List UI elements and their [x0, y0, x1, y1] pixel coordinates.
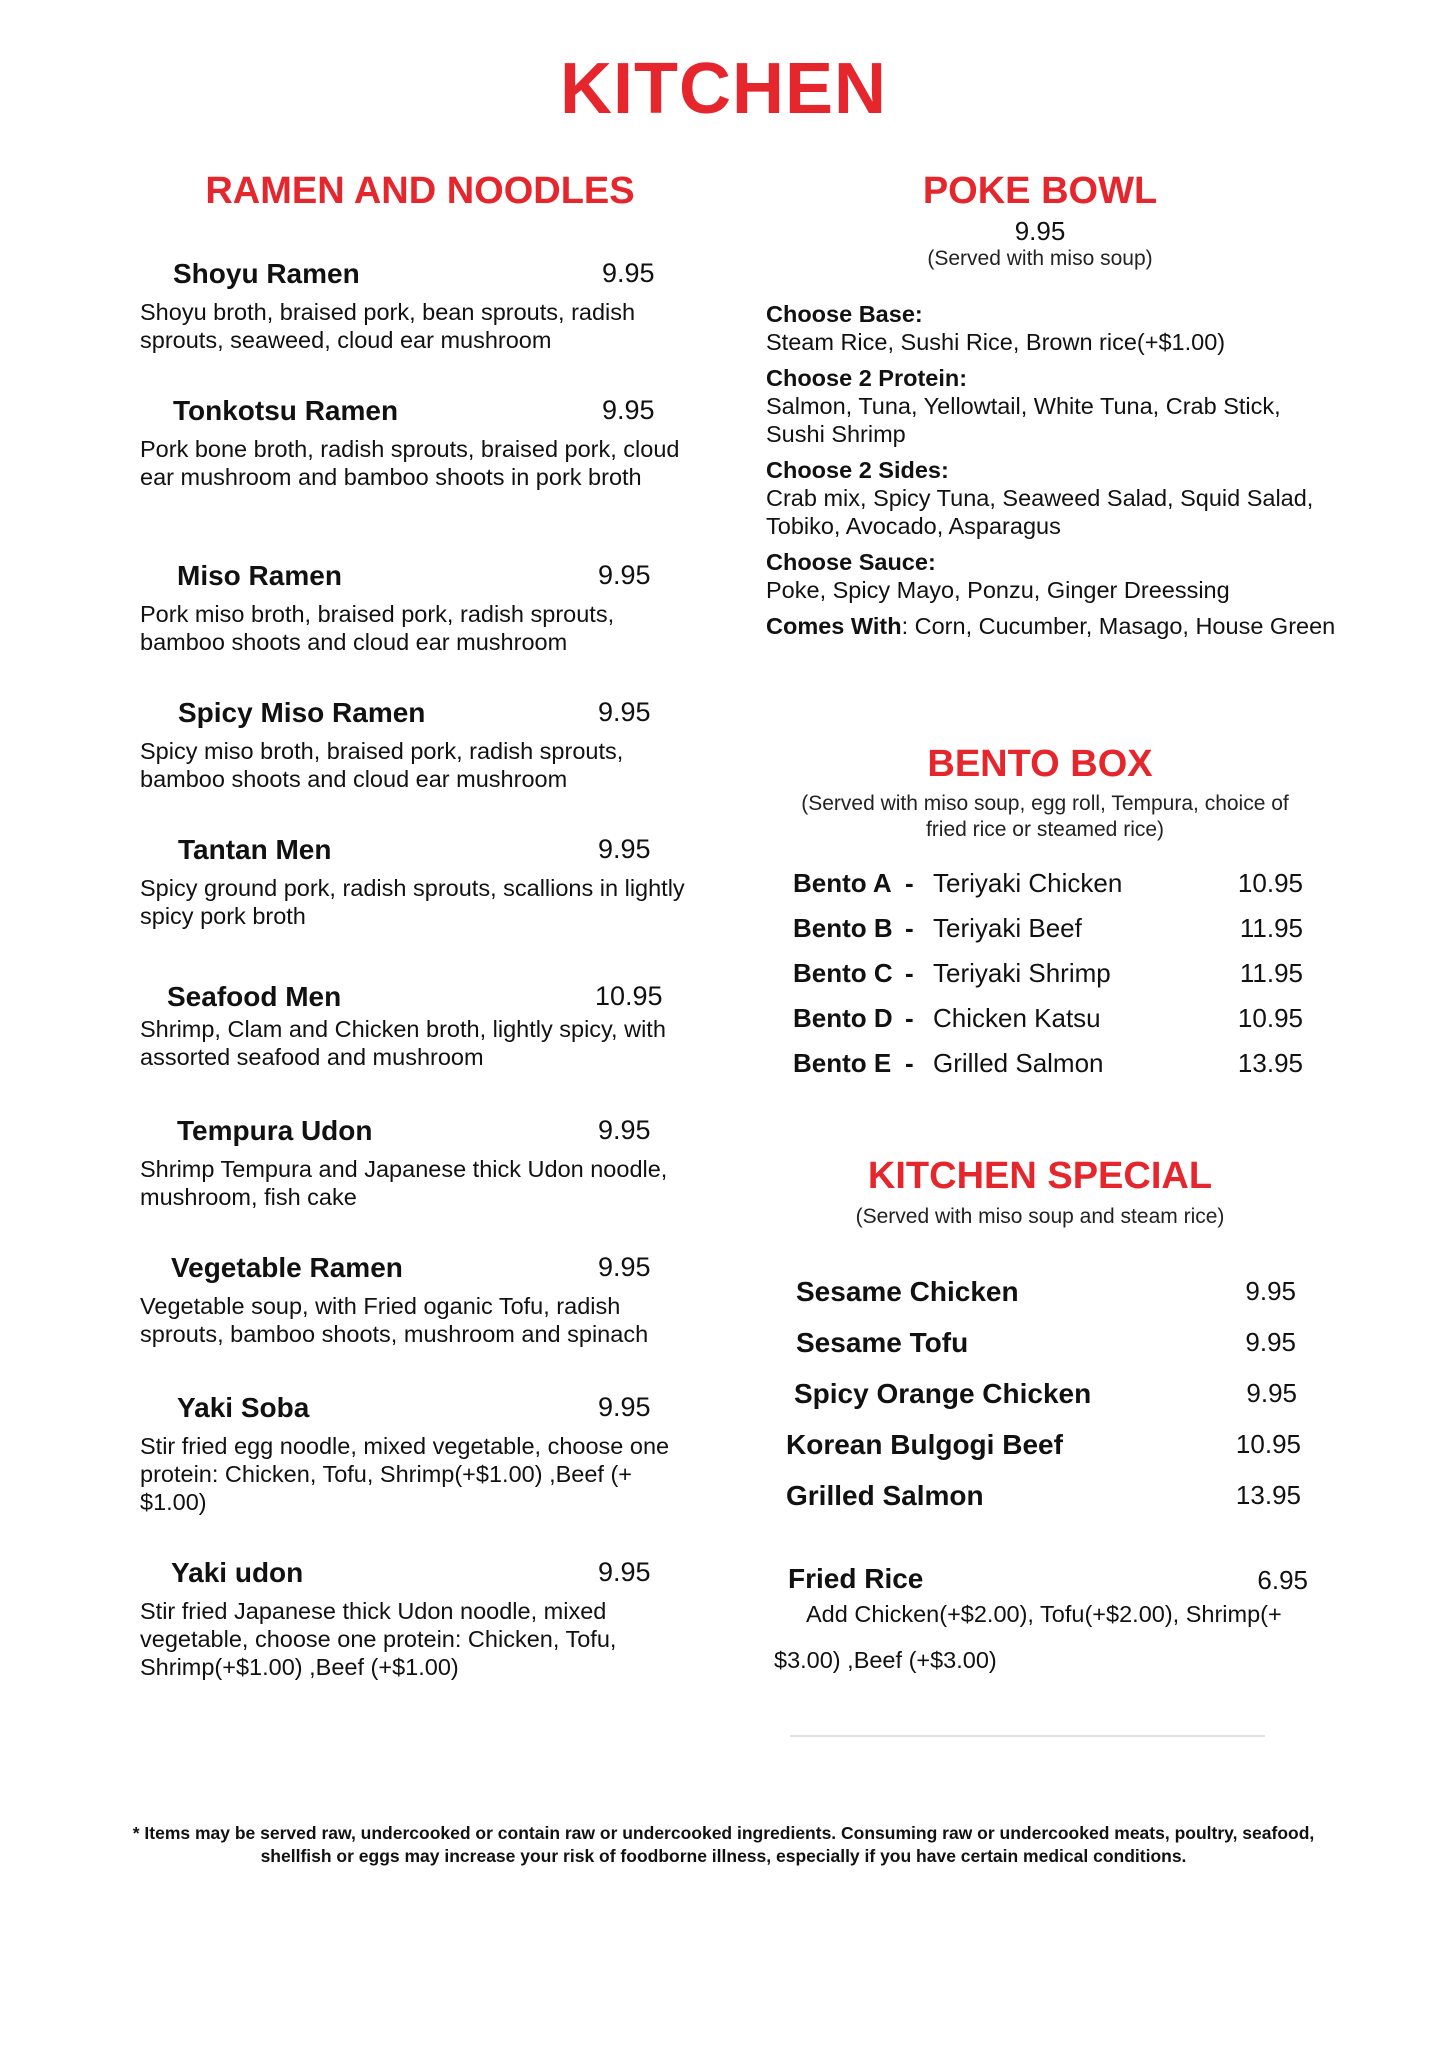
option-text: Poke, Spicy Mayo, Ponzu, Ginger Dreessing	[766, 577, 1230, 603]
poke-base	[766, 300, 1336, 356]
poke-protein	[766, 364, 1336, 448]
bento-price: 11.95	[1239, 913, 1303, 943]
item-price: 9.95	[602, 395, 655, 425]
item-description: Pork miso broth, braised pork, radish sprouts, bamboo shoots and cloud ear mushroom	[140, 601, 615, 655]
bento-price: 11.95	[1239, 958, 1303, 988]
item-name: Tonkotsu Ramen	[173, 395, 399, 426]
bento-label: Bento A	[793, 868, 892, 898]
option-label: Choose 2 Protein:	[766, 365, 968, 391]
ramen-section-title: RAMEN AND NOODLES	[205, 170, 635, 212]
item-price: 9.95	[598, 834, 651, 864]
special-row	[796, 1327, 1296, 1367]
page-title: KITCHEN	[560, 49, 887, 129]
item-description: Pork bone broth, radish sprouts, braised pork, cloud ear mushroom and bamboo shoots in pork broth	[140, 436, 680, 490]
poke-note: (Served with miso soup)	[927, 247, 1153, 270]
bento-label: Bento C	[793, 958, 893, 988]
bento-note: (Served with miso soup, egg roll, Tempura, choice of fried rice or steamed rice)	[801, 792, 1289, 842]
option-label: Choose Base:	[766, 301, 923, 327]
poke-section-title: POKE BOWL	[922, 170, 1158, 212]
item-description: $3.00) ,Beef (+$3.00)	[774, 1647, 997, 1673]
special-price: 9.95	[1245, 1276, 1296, 1306]
bento-label: Bento D	[793, 1003, 893, 1033]
bento-name: Grilled Salmon	[933, 1048, 1104, 1078]
item-price: 9.95	[598, 1115, 651, 1145]
bento-label: Bento E	[793, 1048, 892, 1078]
bento-dash: -	[905, 913, 914, 943]
bento-dash: -	[905, 958, 914, 988]
special-row	[786, 1480, 1301, 1520]
divider	[790, 1735, 1265, 1737]
poke-sauce	[766, 548, 1336, 604]
item-name: Spicy Miso Ramen	[178, 697, 426, 728]
option-text: : Corn, Cucumber, Masago, House Green	[901, 613, 1336, 639]
special-price: 9.95	[1246, 1378, 1297, 1408]
item-description: Stir fried egg noodle, mixed vegetable, choose one protein: Chicken, Tofu, Shrimp(+$1.00) ,Beef (+ $1.00)	[140, 1433, 670, 1515]
bento-price: 10.95	[1237, 868, 1303, 898]
bento-row	[793, 1048, 1303, 1084]
item-price: 9.95	[598, 560, 651, 590]
item-price: 6.95	[1257, 1565, 1308, 1595]
bento-price: 10.95	[1237, 1003, 1303, 1033]
special-row	[786, 1429, 1301, 1469]
special-name: Sesame Tofu	[796, 1327, 969, 1358]
bento-price: 13.95	[1237, 1048, 1303, 1078]
option-label: Choose 2 Sides:	[766, 457, 949, 483]
bento-section-title: BENTO BOX	[927, 743, 1153, 785]
option-label: Choose Sauce:	[766, 549, 936, 575]
item-price: 10.95	[595, 981, 663, 1011]
item-name: Tantan Men	[178, 834, 332, 865]
poke-comes-with	[766, 612, 1336, 640]
item-name: Shoyu Ramen	[173, 258, 360, 289]
option-label: Comes With	[766, 613, 902, 639]
item-description: Spicy ground pork, radish sprouts, scallions in lightly spicy pork broth	[140, 875, 685, 929]
item-description: Vegetable soup, with Fried oganic Tofu, radish sprouts, bamboo shoots, mushroom and spinach	[140, 1293, 649, 1347]
item-description: Spicy miso broth, braised pork, radish sprouts, bamboo shoots and cloud ear mushroom	[140, 738, 624, 792]
special-row	[794, 1378, 1297, 1418]
poke-sides	[766, 456, 1336, 540]
bento-row	[793, 958, 1303, 994]
menu-item-fried-rice	[774, 1563, 1308, 1673]
special-name: Korean Bulgogi Beef	[786, 1429, 1063, 1460]
item-price: 9.95	[598, 697, 651, 727]
item-description: Stir fried Japanese thick Udon noodle, mixed vegetable, choose one protein: Chicken, Tofu, Shrimp(+$1.00) ,Beef (+$1.00)	[140, 1598, 617, 1680]
bento-label: Bento B	[793, 913, 893, 943]
item-description: Shrimp Tempura and Japanese thick Udon noodle, mushroom, fish cake	[140, 1156, 668, 1210]
item-price: 9.95	[598, 1252, 651, 1282]
poke-price: 9.95	[1014, 216, 1066, 246]
bento-row	[793, 868, 1303, 904]
item-name: Yaki udon	[171, 1557, 304, 1588]
item-description: Add Chicken(+$2.00), Tofu(+$2.00), Shrimp(+	[806, 1601, 1282, 1627]
disclaimer: * Items may be served raw, undercooked or contain raw or undercooked ingredients. Consuming raw or undercooked meats, poultry, seafood, shellfish or eggs may increase your risk of foodborne illness, especially if you have certain medical conditions.	[132, 1823, 1315, 1866]
special-name: Grilled Salmon	[786, 1480, 984, 1511]
special-row	[796, 1276, 1296, 1316]
option-text: Salmon, Tuna, Yellowtail, White Tuna, Crab Stick, Sushi Shrimp	[766, 393, 1281, 447]
special-name: Spicy Orange Chicken	[794, 1378, 1092, 1409]
item-name: Miso Ramen	[177, 560, 342, 591]
special-name: Sesame Chicken	[796, 1276, 1019, 1307]
item-price: 9.95	[602, 258, 655, 288]
bento-row	[793, 1003, 1303, 1039]
option-text: Crab mix, Spicy Tuna, Seaweed Salad, Squid Salad, Tobiko, Avocado, Asparagus	[766, 485, 1314, 539]
item-name: Tempura Udon	[177, 1115, 373, 1146]
bento-dash: -	[905, 1003, 914, 1033]
special-price: 10.95	[1235, 1429, 1301, 1459]
special-section-title: KITCHEN SPECIAL	[867, 1155, 1213, 1197]
option-text: Steam Rice, Sushi Rice, Brown rice(+$1.00)	[766, 329, 1226, 355]
item-name: Fried Rice	[788, 1563, 924, 1594]
bento-name: Chicken Katsu	[933, 1003, 1101, 1033]
item-description: Shrimp, Clam and Chicken broth, lightly spicy, with assorted seafood and mushroom	[140, 1016, 666, 1070]
item-price: 9.95	[598, 1392, 651, 1422]
item-price: 9.95	[598, 1557, 651, 1587]
bento-name: Teriyaki Beef	[933, 913, 1082, 943]
bento-row	[793, 913, 1303, 949]
special-price: 9.95	[1245, 1327, 1296, 1357]
item-name: Vegetable Ramen	[171, 1252, 403, 1283]
item-description: Shoyu broth, braised pork, bean sprouts, radish sprouts, seaweed, cloud ear mushroom	[140, 299, 636, 353]
poke-options	[766, 300, 1336, 646]
bento-name: Teriyaki Chicken	[933, 868, 1123, 898]
item-name: Yaki Soba	[177, 1392, 310, 1423]
bento-dash: -	[905, 868, 914, 898]
item-name: Seafood Men	[167, 981, 342, 1012]
special-price: 13.95	[1235, 1480, 1301, 1510]
bento-name: Teriyaki Shrimp	[933, 958, 1111, 988]
special-note: (Served with miso soup and steam rice)	[855, 1205, 1225, 1228]
bento-dash: -	[905, 1048, 914, 1078]
